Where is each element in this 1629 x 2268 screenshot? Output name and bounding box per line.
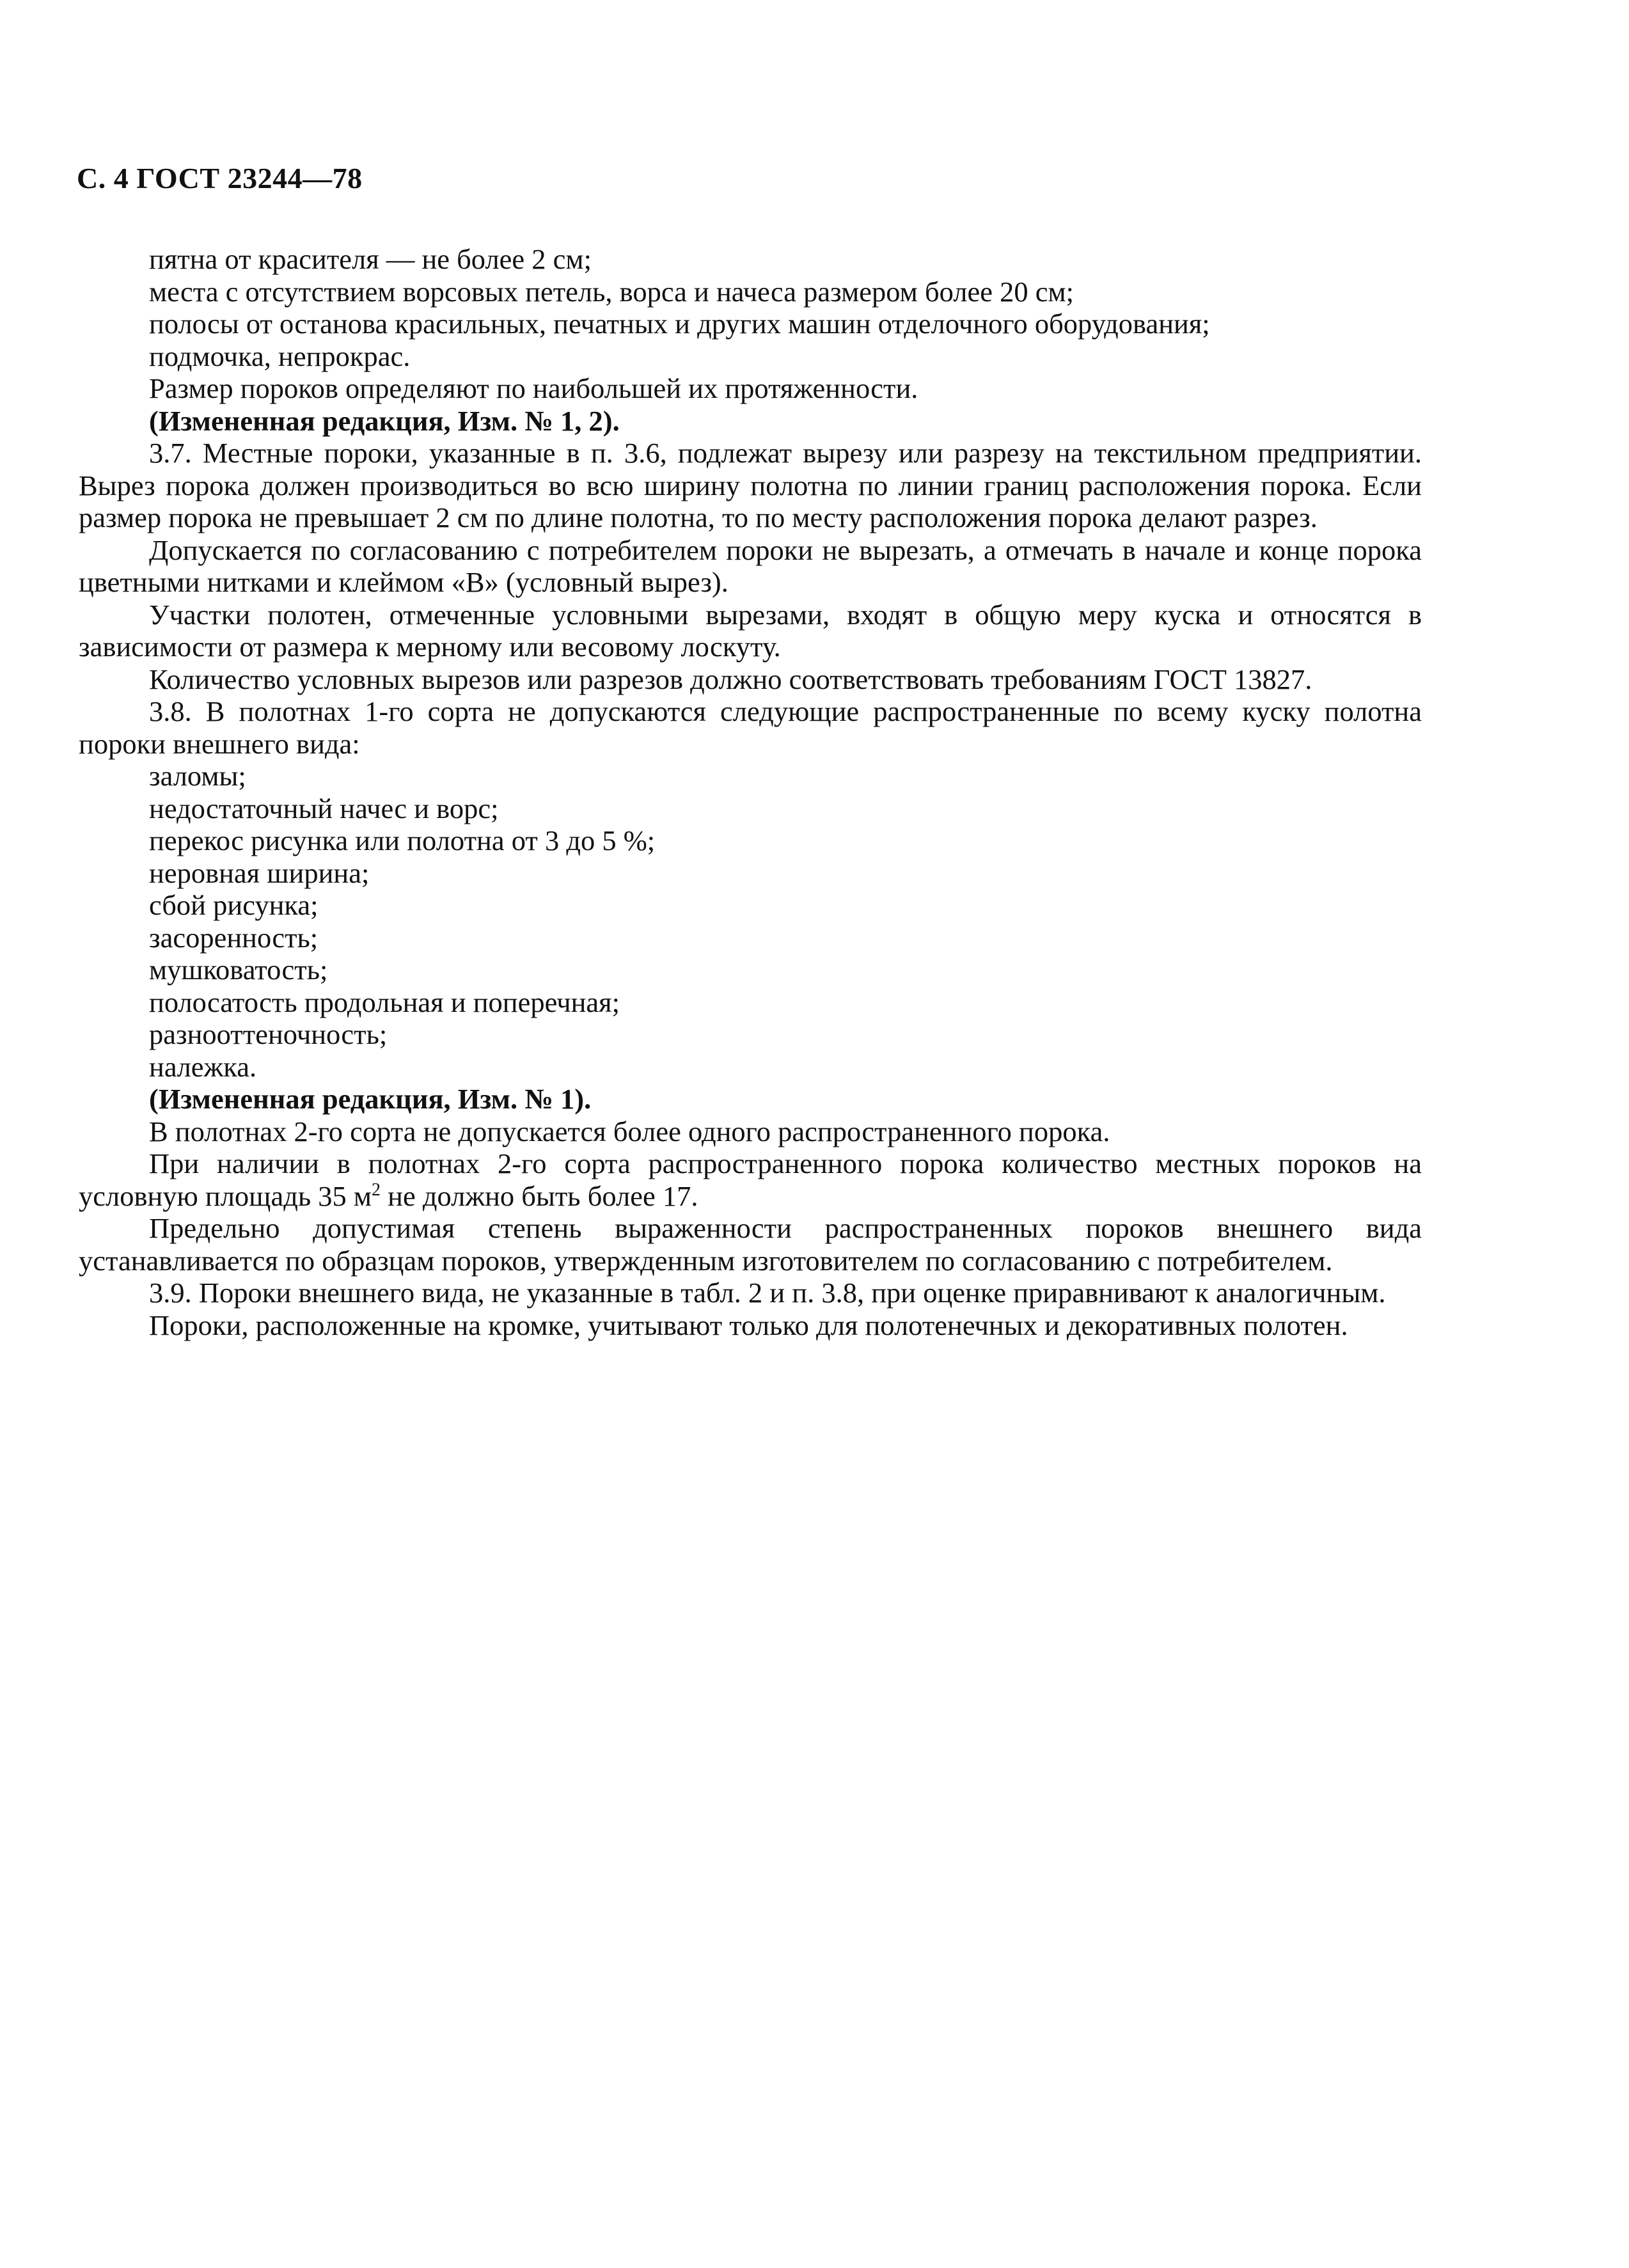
clause-3-9: 3.9. Пороки внешнего вида, не указанные в табл. 2 и п. 3.8, при оценке приравнивают к аналогичным. [149,1277,1386,1309]
list-item: подмочка, непрокрас. [149,340,411,372]
list-item: места с отсутствием ворсовых петель, ворса и начеса размером более 20 см; [149,275,1074,308]
list-item: засоренность; [149,921,319,954]
superscript: 2 [372,1179,381,1200]
clause-3-7: 3.7. Местные пороки, указанные в п. 3.6, подлежат вырезу или разрезу на текстильном предприятии. Вырез порока должен производиться во всю ширину полотна по линии границ расположения порока. Если размер порока не превышает 2 см по длине полотна, то по месту расположения порока делают разрез. [79,437,1422,533]
paragraph: В полотнах 2-го сорта не допускается более одного распространенного порока. [149,1115,1110,1147]
list-item: полосы от останова красильных, печатных и других машин отделочного оборудования; [149,308,1210,340]
document-body [79,243,1422,1341]
paragraph: Участки полотен, отмеченные условными вырезами, входят в общую меру куска и относятся в зависимости от размера к мерному или весовому лоскуту. [79,598,1422,663]
paragraph-text: не должно быть более 17. [381,1179,698,1212]
paragraph [79,1147,1422,1212]
amendment-note: (Измененная редакция, Изм. № 1). [149,1083,592,1115]
list-item: недостаточный начес и ворс; [149,792,499,824]
list-item: пятна от красителя — не более 2 см; [149,243,592,275]
paragraph: Пороки, расположенные на кромке, учитывают только для полотенечных и декоративных полотен. [149,1309,1348,1341]
list-item: перекос рисунка или полотна от 3 до 5 %; [149,824,656,856]
page-header: С. 4 ГОСТ 23244—78 [77,162,363,194]
list-item: мушковатость; [149,954,328,986]
clause-3-8: 3.8. В полотнах 1-го сорта не допускаются следующие распространенные по всему куску полотна пороки внешнего вида: [79,695,1422,760]
paragraph-text: При наличии в полотнах 2-го сорта распространенного порока количество местных пороков на условную площадь 35 м [79,1147,1422,1212]
paragraph: Предельно допустимая степень выраженности распространенных пороков внешнего вида устанавливается по образцам пороков, утвержденным изготовителем по согласованию с потребителем. [79,1212,1422,1277]
list-item: разнооттеночность; [149,1018,388,1050]
list-item: нaлежка. [149,1050,257,1083]
paragraph: Количество условных вырезов или разрезов должно соответствовать требованиям ГОСТ 13827. [149,663,1312,695]
list-item: заломы; [149,760,246,792]
list-item: неровная ширина; [149,856,370,889]
list-item: сбой рисунка; [149,889,319,921]
paragraph: Допускается по согласованию с потребителем пороки не вырезать, а отмечать в начале и конце порока цветными нитками и клеймом «В» (условный вырез). [79,533,1422,598]
paragraph: Размер пороков определяют по наибольшей их протяженности. [149,372,918,404]
list-item: полосатость продольная и поперечная; [149,986,620,1018]
amendment-note: (Измененная редакция, Изм. № 1, 2). [149,404,620,437]
